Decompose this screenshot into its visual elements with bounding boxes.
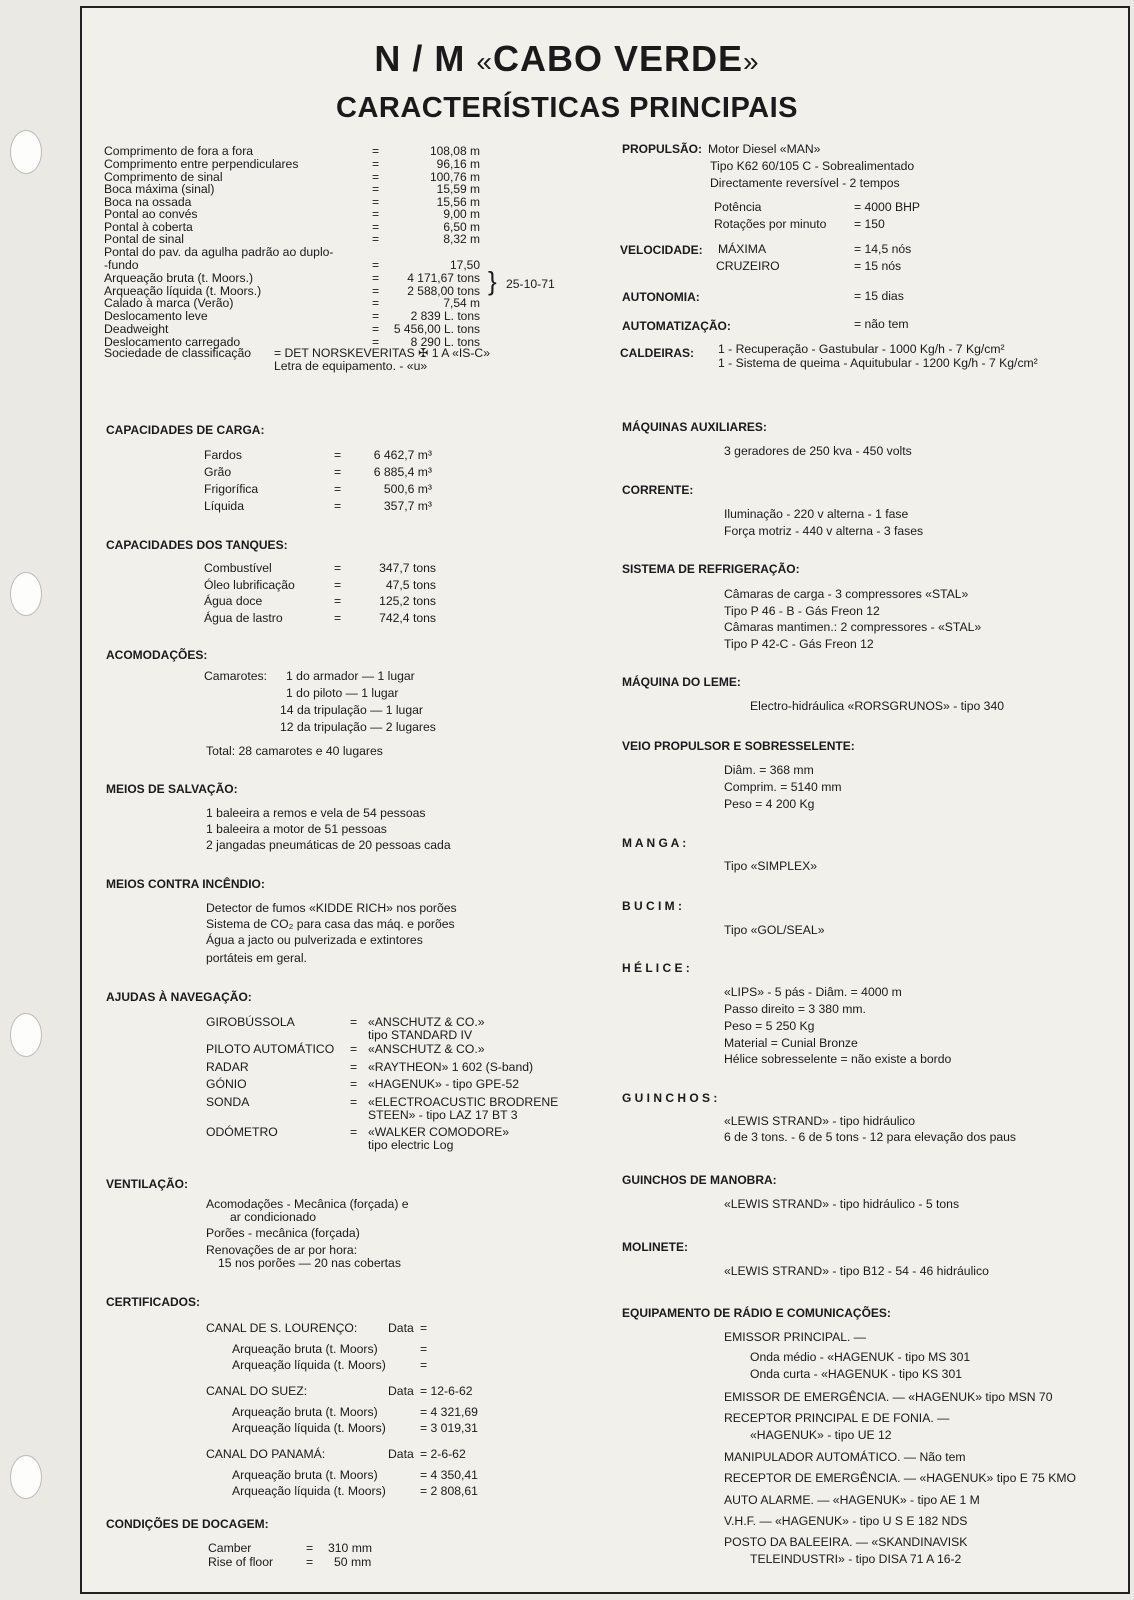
dimension-label: Comprimento de sinal xyxy=(104,170,223,184)
dimension-label: Pontal à coberta xyxy=(104,220,193,234)
dimension-label: Pontal de sinal xyxy=(104,232,184,246)
date-label: Data xyxy=(388,1447,414,1461)
dimension-label: Boca na ossada xyxy=(104,195,192,209)
current-line: Força motriz - 440 v alterna - 3 fases xyxy=(724,524,924,538)
dimension-eq: = xyxy=(372,182,380,196)
dimension-label: Pontal do pav. da agulha padrão ao duplo- xyxy=(104,245,334,259)
tank-value: 125,2 tons xyxy=(379,594,436,608)
navigation-aid-eq: = xyxy=(350,1125,358,1139)
navigation-aid-label: GIROBÚSSOLA xyxy=(206,1015,295,1029)
firefighting-line: Sistema de CO₂ para casa das máq. e porões xyxy=(206,917,455,931)
auxiliary-machines-line: 3 geradores de 250 kva - 450 volts xyxy=(724,444,912,458)
speed-heading: VELOCIDADE: xyxy=(620,243,703,257)
navigation-aid-eq: = xyxy=(350,1015,358,1029)
propeller-line: Material = Cunial Bronze xyxy=(724,1036,858,1050)
refrigeration-line: Tipo P 42-C - Gás Freon 12 xyxy=(724,637,874,651)
navigation-aid-value: «RAYTHEON» 1 602 (S-band) xyxy=(368,1060,534,1074)
radio-line: RECEPTOR PRINCIPAL E DE FONIA. — xyxy=(724,1411,950,1425)
automation-heading: AUTOMATIZAÇÃO: xyxy=(622,319,731,333)
accommodation-heading: ACOMODAÇÕES: xyxy=(106,648,208,662)
dimension-label: Deslocamento carregado xyxy=(104,335,241,349)
rise-of-floor-value: 50 mm xyxy=(334,1555,372,1569)
navigation-aid-label: RADAR xyxy=(206,1060,249,1074)
camber-eq: = xyxy=(306,1541,314,1555)
date-value: = 12-6-62 xyxy=(420,1384,473,1398)
navigation-aid-label: SONDA xyxy=(206,1095,250,1109)
canal-name: CANAL DE S. LOURENÇO: xyxy=(206,1321,358,1335)
rise-of-floor-eq: = xyxy=(306,1555,314,1569)
sleeve-line: Tipo «SIMPLEX» xyxy=(724,859,818,873)
radio-line: RECEPTOR DE EMERGÊNCIA. — «HAGENUK» tipo E 75 KMO xyxy=(724,1471,1076,1485)
navigation-aid-value: «HAGENUK» - tipo GPE-52 xyxy=(368,1077,520,1091)
steering-gear-line: Electro-hidráulica «RORSGRUNOS» - tipo 340 xyxy=(750,699,1005,713)
binder-hole xyxy=(10,130,42,174)
navigation-aid-value: «ANSCHUTZ & CO.» xyxy=(368,1015,485,1029)
dimension-eq: = xyxy=(372,309,380,323)
dimension-value: 15,59 m xyxy=(436,182,480,196)
dimension-value: 100,76 m xyxy=(429,170,480,184)
winches-line: «LEWIS STRAND» - tipo hidráulico xyxy=(724,1114,916,1128)
firefighting-line: Detector de fumos «KIDDE RICH» nos porões xyxy=(206,901,457,915)
dimension-label: Comprimento de fora a fora xyxy=(104,144,254,158)
gross-tonnage-value: = 4 350,41 xyxy=(420,1468,478,1482)
gross-tonnage-label: Arqueação bruta (t. Moors) xyxy=(232,1468,378,1482)
dimension-label: Comprimento entre perpendiculares xyxy=(104,157,299,171)
refrigeration-line: Câmaras de carga - 3 compressores «STAL» xyxy=(724,587,969,601)
navigation-aids-heading: AJUDAS À NAVEGAÇÃO: xyxy=(106,990,252,1004)
ventilation-line: 15 nos porões — 20 nas cobertas xyxy=(218,1256,401,1270)
cargo-label: Grão xyxy=(204,465,232,479)
autonomy-value: = 15 dias xyxy=(854,289,904,303)
radio-line: MANIPULADOR AUTOMÁTICO. — Não tem xyxy=(724,1450,966,1464)
dimension-label: Boca máxima (sinal) xyxy=(104,182,215,196)
navigation-aid-label: PILOTO AUTOMÁTICO xyxy=(206,1042,335,1056)
tank-eq: = xyxy=(334,611,342,625)
boiler-line: 1 - Recuperação - Gastubular - 1000 Kg/h - 7 Kg/cm² xyxy=(718,342,1005,356)
dimension-label: Arqueação bruta (t. Moors.) xyxy=(104,271,254,285)
cabin-line: 12 da tripulação — 2 lugares xyxy=(280,720,436,734)
cargo-label: Fardos xyxy=(204,448,242,462)
cabin-line: 1 do piloto — 1 lugar xyxy=(286,686,399,700)
equipment-letter: Letra de equipamento. - «u» xyxy=(274,359,428,373)
windlass-heading: MOLINETE: xyxy=(622,1240,688,1254)
tank-value: 742,4 tons xyxy=(379,611,436,625)
dimension-value: 2 588,00 tons xyxy=(407,284,480,298)
mooring-winches-line: «LEWIS STRAND» - tipo hidráulico - 5 tons xyxy=(724,1197,960,1211)
radio-line: «HAGENUK» - tipo UE 12 xyxy=(750,1428,892,1442)
speed-max-label: MÁXIMA xyxy=(718,242,767,256)
cargo-value: 357,7 m³ xyxy=(383,499,432,513)
navigation-aid-label: GÓNIO xyxy=(206,1077,247,1091)
refrigeration-line: Câmaras mantimen.: 2 compressores - «STAL» xyxy=(724,620,982,634)
gross-tonnage-value: = 4 321,69 xyxy=(420,1405,478,1419)
cargo-value: 6 885,4 m³ xyxy=(373,465,432,479)
current-heading: CORRENTE: xyxy=(622,483,694,497)
shaft-line: Comprim. = 5140 mm xyxy=(724,780,842,794)
shaft-line: Diâm. = 368 mm xyxy=(724,763,814,777)
radio-line: Onda curta - «HAGENUK - tipo KS 301 xyxy=(750,1367,963,1381)
power-label: Potência xyxy=(714,200,762,214)
cargo-eq: = xyxy=(334,499,342,513)
radio-equipment-heading: EQUIPAMENTO DE RÁDIO E COMUNICAÇÕES: xyxy=(622,1306,891,1320)
binder-hole xyxy=(10,1013,42,1057)
ventilation-line: Porões - mecânica (forçada) xyxy=(206,1226,360,1240)
canal-name: CANAL DO PANAMÁ: xyxy=(206,1447,326,1461)
cargo-capacity-heading: CAPACIDADES DE CARGA: xyxy=(106,423,265,437)
dimension-value: 8,32 m xyxy=(443,232,480,246)
gross-tonnage-label: Arqueação bruta (t. Moors) xyxy=(232,1342,378,1356)
radio-line: POSTO DA BALEEIRA. — «SKANDINAVISK xyxy=(724,1535,968,1549)
lifesaving-line: 1 baleeira a remos e vela de 54 pessoas xyxy=(206,806,426,820)
navigation-aid-value: «ELECTROACUSTIC BRODRENE xyxy=(368,1095,559,1109)
navigation-aid-eq: = xyxy=(350,1095,358,1109)
dimension-value: 2 839 L. tons xyxy=(410,309,480,323)
automation-value: = não tem xyxy=(854,317,909,331)
camber-value: 310 mm xyxy=(328,1541,373,1555)
firefighting-line: portáteis em geral. xyxy=(206,951,307,965)
tank-label: Água doce xyxy=(204,594,263,608)
navigation-aid-eq: = xyxy=(350,1077,358,1091)
dimension-value: 8 290 L. tons xyxy=(410,335,480,349)
classification-label: Sociedade de classificação xyxy=(104,346,252,360)
brace-symbol: } xyxy=(488,266,497,296)
radio-line: Onda médio - «HAGENUK - tipo MS 301 xyxy=(750,1350,971,1364)
certificates-heading: CERTIFICADOS: xyxy=(106,1295,200,1309)
winches-line: 6 de 3 tons. - 6 de 5 tons - 12 para elevação dos paus xyxy=(724,1130,1017,1144)
cabin-line: 1 do armador — 1 lugar xyxy=(286,669,415,683)
dimension-eq: = xyxy=(372,322,380,336)
cargo-eq: = xyxy=(334,448,342,462)
firefighting-heading: MEIOS CONTRA INCÊNDIO: xyxy=(106,877,265,891)
dimension-value: 96,16 m xyxy=(436,157,480,171)
tank-value: 47,5 tons xyxy=(385,578,436,592)
lifesaving-line: 2 jangadas pneumáticas de 20 pessoas cada xyxy=(206,838,451,852)
radio-line: EMISSOR PRINCIPAL. — xyxy=(724,1330,866,1344)
net-tonnage-label: Arqueação líquida (t. Moors) xyxy=(232,1421,386,1435)
speed-max-value: = 14,5 nós xyxy=(854,242,912,256)
radio-line: EMISSOR DE EMERGÊNCIA. — «HAGENUK» tipo MSN 70 xyxy=(724,1390,1053,1404)
propeller-line: «LIPS» - 5 pás - Diâm. = 4000 m xyxy=(724,985,902,999)
gross-tonnage-value: = xyxy=(420,1342,428,1356)
propulsion-line: Directamente reversível - 2 tempos xyxy=(710,176,900,190)
dimension-eq: = xyxy=(372,258,380,272)
ventilation-line: Acomodações - Mecânica (forçada) e xyxy=(206,1197,409,1211)
rpm-label: Rotações por minuto xyxy=(714,217,827,231)
propeller-line: Peso = 5 250 Kg xyxy=(724,1019,815,1033)
dimension-value: 9,00 m xyxy=(443,207,480,221)
dimension-eq: = xyxy=(372,207,380,221)
date-value: = xyxy=(420,1321,428,1335)
windlass-line: «LEWIS STRAND» - tipo B12 - 54 - 46 hidráulico xyxy=(724,1264,989,1278)
stern-seal-line: Tipo «GOL/SEAL» xyxy=(724,923,825,937)
winches-heading: G U I N C H O S : xyxy=(622,1091,718,1105)
dimension-eq: = xyxy=(372,157,380,171)
power-value: = 4000 BHP xyxy=(854,200,921,214)
dimension-value: 6,50 m xyxy=(443,220,480,234)
firefighting-line: Água a jacto ou pulverizada e extintores xyxy=(206,933,423,947)
refrigeration-heading: SISTEMA DE REFRIGERAÇÃO: xyxy=(622,562,800,576)
dimension-label: -fundo xyxy=(104,258,139,272)
navigation-aid-eq: = xyxy=(350,1060,358,1074)
radio-line: AUTO ALARME. — «HAGENUK» - tipo AE 1 M xyxy=(724,1493,980,1507)
dimension-value: 15,56 m xyxy=(436,195,480,209)
navigation-aid-label: ODÓMETRO xyxy=(206,1125,278,1139)
cabins-label: Camarotes: xyxy=(204,669,267,683)
rise-of-floor-label: Rise of floor xyxy=(208,1555,274,1569)
net-tonnage-label: Arqueação líquida (t. Moors) xyxy=(232,1358,386,1372)
cargo-label: Líquida xyxy=(204,499,244,513)
autonomy-heading: AUTONOMIA: xyxy=(622,290,700,304)
shaft-line: Peso = 4 200 Kg xyxy=(724,797,815,811)
tonnage-date: 25-10-71 xyxy=(506,277,555,291)
steering-gear-heading: MÁQUINA DO LEME: xyxy=(622,675,741,689)
net-tonnage-label: Arqueação líquida (t. Moors) xyxy=(232,1484,386,1498)
refrigeration-line: Tipo P 46 - B - Gás Freon 12 xyxy=(724,604,880,618)
docking-heading: CONDIÇÕES DE DOCAGEM: xyxy=(106,1517,269,1531)
speed-cruise-value: = 15 nós xyxy=(854,259,902,273)
dimension-eq: = xyxy=(372,195,380,209)
navigation-aid-value: tipo STANDARD IV xyxy=(368,1028,473,1042)
propeller-line: Passo direito = 3 380 mm. xyxy=(724,1002,866,1016)
date-label: Data xyxy=(388,1384,414,1398)
date-value: = 2-6-62 xyxy=(420,1447,466,1461)
dimension-eq: = xyxy=(372,296,380,310)
tank-eq: = xyxy=(334,578,342,592)
tank-label: Água de lastro xyxy=(204,611,283,625)
net-tonnage-value: = xyxy=(420,1358,428,1372)
binder-hole xyxy=(10,1455,42,1499)
auxiliary-machines-heading: MÁQUINAS AUXILIARES: xyxy=(622,420,767,434)
navigation-aid-eq: = xyxy=(350,1042,358,1056)
radio-line: TELEINDUSTRI» - tipo DISA 71 A 16-2 xyxy=(750,1552,962,1566)
date-label: Data xyxy=(388,1321,414,1335)
current-line: Iluminação - 220 v alterna - 1 fase xyxy=(724,507,909,521)
dimension-label: Pontal ao convés xyxy=(104,207,198,221)
tank-eq: = xyxy=(334,594,342,608)
boiler-line: 1 - Sistema de queima - Aquitubular - 1200 Kg/h - 7 Kg/cm² xyxy=(718,356,1038,370)
stern-seal-heading: B U C I M : xyxy=(622,899,682,913)
speed-cruise-label: CRUZEIRO xyxy=(716,259,780,273)
navigation-aid-value: «ANSCHUTZ & CO.» xyxy=(368,1042,485,1056)
document-subtitle: CARACTERÍSTICAS PRINCIPAIS xyxy=(336,92,798,124)
cargo-value: 500,6 m³ xyxy=(383,482,432,496)
ventilation-line: Renovações de ar por hora: xyxy=(206,1243,358,1257)
canal-name: CANAL DO SUEZ: xyxy=(206,1384,308,1398)
dimension-eq: = xyxy=(372,220,380,234)
boilers-heading: CALDEIRAS: xyxy=(620,346,694,360)
cargo-label: Frigorífica xyxy=(204,482,259,496)
dimension-eq: = xyxy=(372,144,380,158)
ventilation-heading: VENTILAÇÃO: xyxy=(106,1177,188,1191)
gross-tonnage-label: Arqueação bruta (t. Moors) xyxy=(232,1405,378,1419)
lifesaving-heading: MEIOS DE SALVAÇÃO: xyxy=(106,782,238,796)
tank-label: Óleo lubrificação xyxy=(204,578,295,592)
propulsion-line: Motor Diesel «MAN» xyxy=(708,142,821,156)
cargo-eq: = xyxy=(334,465,342,479)
camber-label: Camber xyxy=(208,1541,252,1555)
dimension-value: 4 171,67 tons xyxy=(407,271,480,285)
tank-label: Combustível xyxy=(204,561,272,575)
dimension-label: Arqueação líquida (t. Moors.) xyxy=(104,284,262,298)
propeller-shaft-heading: VEIO PROPULSOR E SOBRESSELENTE: xyxy=(622,739,855,753)
document-title: N / M «CABO VERDE» xyxy=(374,38,760,79)
binder-hole xyxy=(10,572,42,616)
dimension-eq: = xyxy=(372,284,380,298)
dimension-eq: = xyxy=(372,271,380,285)
cargo-value: 6 462,7 m³ xyxy=(373,448,432,462)
navigation-aid-value: STEEN» - tipo LAZ 17 BT 3 xyxy=(368,1108,518,1122)
navigation-aid-value: «WALKER COMODORE» xyxy=(368,1125,510,1139)
net-tonnage-value: = 2 808,61 xyxy=(420,1484,478,1498)
propeller-heading: H É L I C E : xyxy=(622,961,690,975)
navigation-aid-value: tipo electric Log xyxy=(368,1138,454,1152)
rpm-value: = 150 xyxy=(854,217,885,231)
mooring-winches-heading: GUINCHOS DE MANOBRA: xyxy=(622,1173,777,1187)
propulsion-heading: PROPULSÃO: xyxy=(622,142,703,156)
dimension-label: Deslocamento leve xyxy=(104,309,208,323)
radio-line: V.H.F. — «HAGENUK» - tipo U S E 182 NDS xyxy=(724,1514,968,1528)
cargo-eq: = xyxy=(334,482,342,496)
tank-capacity-heading: CAPACIDADES DOS TANQUES: xyxy=(106,538,288,552)
sleeve-heading: M A N G A : xyxy=(622,836,687,850)
dimension-value: 108,08 m xyxy=(429,144,480,158)
lifesaving-line: 1 baleeira a motor de 51 pessoas xyxy=(206,822,387,836)
dimension-eq: = xyxy=(372,232,380,246)
dimension-eq: = xyxy=(372,335,380,349)
cabins-total: Total: 28 camarotes e 40 lugares xyxy=(206,744,383,758)
ship-name: CABO VERDE xyxy=(492,38,744,79)
propeller-line: Hélice sobresselente = não existe a bordo xyxy=(724,1052,952,1066)
dimension-label: Calado à marca (Verão) xyxy=(104,296,234,310)
tank-value: 347,7 tons xyxy=(379,561,436,575)
dimension-value: 7,54 m xyxy=(443,296,480,310)
propulsion-line: Tipo K62 60/105 C - Sobrealimentado xyxy=(710,159,915,173)
dimension-label: Deadweight xyxy=(104,322,169,336)
ventilation-line: ar condicionado xyxy=(230,1210,317,1224)
tank-eq: = xyxy=(334,561,342,575)
cabin-line: 14 da tripulação — 1 lugar xyxy=(280,703,423,717)
net-tonnage-value: = 3 019,31 xyxy=(420,1421,478,1435)
dimension-eq: = xyxy=(372,170,380,184)
classification-value: = DET NORSKEVERITAS ✠ 1 A «IS-C» xyxy=(274,346,491,360)
dimension-value: 17,50 xyxy=(449,258,480,272)
dimension-value: 5 456,00 L. tons xyxy=(393,322,480,336)
